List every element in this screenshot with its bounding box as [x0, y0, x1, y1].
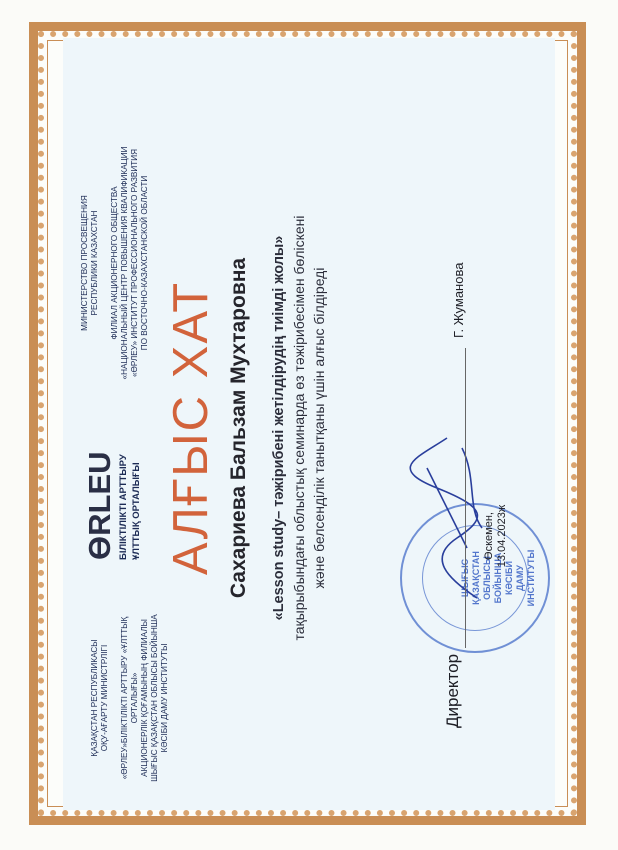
orleu-logo [83, 440, 142, 560]
stamp-line1: ШЫҒЫС [460, 558, 470, 598]
seminar-topic: «Lesson study– тәжірибені жетілдірудің тиімді жолы» [271, 235, 287, 621]
certificate-title: АЛҒЫС ХАТ [164, 280, 218, 576]
header-left-line4: АКЦИОНЕРЛІК ҚОҒАМЫНЫҢ ФИЛИАЛЫ [140, 619, 149, 777]
header-right-line3: ФИЛИАЛ АКЦИОНЕРНОГО ОБЩЕСТВА [110, 186, 119, 340]
signature-line [465, 348, 466, 648]
stamp-line5: ДАМУ ИНСТИТУТЫ [515, 549, 536, 607]
stamp-line2: ҚАЗАҚСТАН [471, 551, 481, 605]
header-right [80, 138, 150, 388]
issue-date: 13.04.2023ж [496, 504, 508, 568]
header-right-line2: РЕСПУБЛИКИ КАЗАХСТАН [90, 210, 99, 316]
header-left-line5: ШЫҒЫС ҚАЗАҚСТАН ОБЛЫСЫ БОЙЫНША [150, 614, 159, 782]
header-left-line2: ОҚУ-АҒАРТУ МИНИСТРЛІГІ [100, 644, 109, 752]
header-left-line1: ҚАЗАҚСТАН РЕСПУБЛИКАСЫ [90, 639, 99, 757]
header-right-line6: ПО ВОСТОЧНО-КАЗАХСТАНСКОЙ ОБЛАСТИ [140, 175, 149, 351]
body-text-line1: тақырыбындағы облыстық семинарда өз тәжірибесімен бөліскені [291, 215, 307, 641]
director-label: Директор [443, 653, 462, 728]
certificate-content [55, 48, 555, 808]
header-left-line3: «ӨРЛЕУ»БІЛІКТІЛІКТІ АРТТЫРУ «ҰЛТТЫҚ ОРТАЛЫҒЫ» [120, 616, 139, 780]
logo-name: ӨRLEU [82, 451, 117, 560]
issue-place-date [483, 476, 509, 596]
header-right-line5: «ӨРЛЕУ» ИНСТИТУТ ПРОФЕССИОНАЛЬНОГО РАЗВИТИЯ [130, 148, 139, 378]
body-text-line2: және белсенділік танытқаны үшін алғыс білдіреді [311, 267, 327, 589]
stamp-line4: БОЙЫНША КӘСІБИ [493, 552, 514, 604]
recipient-name: Сахариева Бальзам Мухтаровна [227, 257, 250, 599]
director-name: Г. Жуманова [451, 262, 466, 338]
header-right-line1: МИНИСТЕРСТВО ПРОСВЕЩЕНИЯ [80, 195, 89, 331]
logo-sub2: ҰЛТТЫҚ ОРТАЛЫҒЫ [131, 462, 142, 560]
issue-place: Өскемен, [483, 512, 495, 560]
stamp-line3: ОБЛЫСЫ [482, 556, 492, 600]
header-right-line4: «НАЦИОНАЛЬНЫЙ ЦЕНТР ПОВЫШЕНИЯ КВАЛИФИКАЦИИ [120, 146, 129, 380]
logo-sub1: БІЛІКТІЛІКТІ АРТТЫРУ [118, 454, 129, 560]
header-left-line6: КӘСІБИ ДАМУ ИНСТИТУТЫ [160, 643, 169, 753]
header-left [90, 608, 170, 788]
